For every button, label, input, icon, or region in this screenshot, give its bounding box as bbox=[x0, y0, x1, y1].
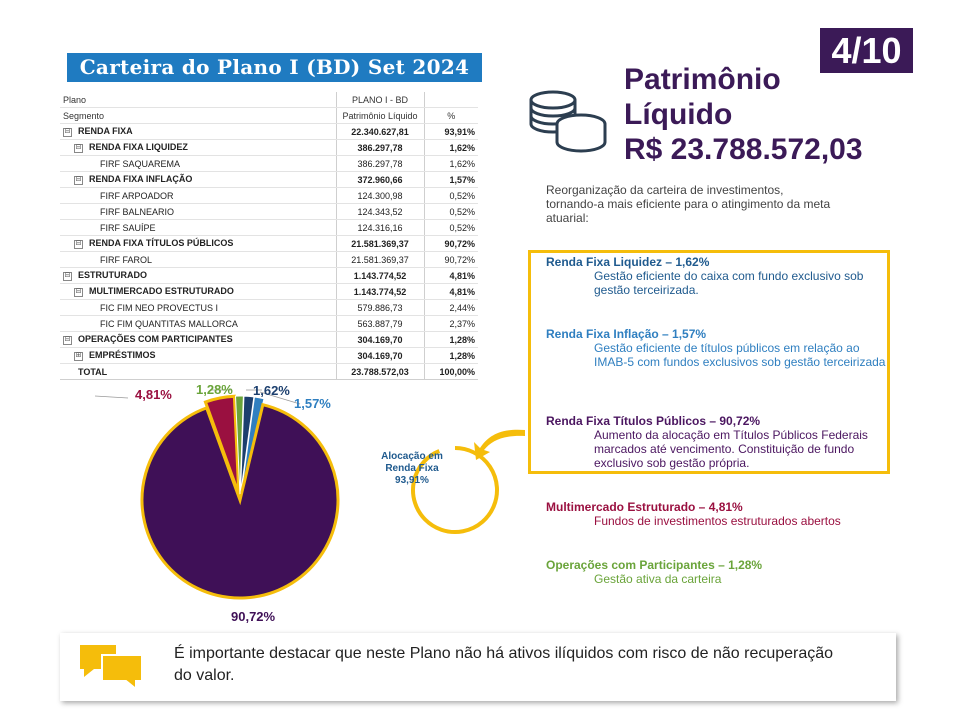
patrimonio-title-line1: Patrimônio bbox=[624, 63, 781, 96]
segment-cell bbox=[60, 236, 336, 252]
value-cell: 372.960,66 bbox=[336, 172, 424, 188]
segment-label: RENDA FIXA TÍTULOS PÚBLICOS bbox=[89, 238, 234, 249]
pct-cell: 0,52% bbox=[424, 204, 478, 220]
page-title: Carteira do Plano I (BD) Set 2024 bbox=[67, 53, 482, 82]
segment-label: RENDA FIXA LIQUIDEZ bbox=[89, 142, 188, 153]
intro-text: Reorganização da carteira de investimentos, tornando-a mais eficiente para o atingimento da meta atuarial: bbox=[546, 183, 831, 225]
segment-cell bbox=[60, 284, 336, 300]
page-number: 4/10 bbox=[820, 28, 913, 73]
portfolio-table bbox=[60, 92, 478, 380]
item-title: Operações com Participantes – 1,28% bbox=[546, 558, 763, 572]
segment-label: FIRF ARPOADOR bbox=[100, 190, 174, 201]
item-operacoes bbox=[546, 558, 896, 586]
pct-cell: 4,81% bbox=[424, 284, 478, 300]
collapse-icon[interactable]: ⊟ bbox=[75, 175, 82, 183]
collapse-icon[interactable]: ⊟ bbox=[64, 127, 71, 135]
pie-leader-line bbox=[95, 396, 128, 398]
item-title: Renda Fixa Inflação – 1,57% bbox=[546, 327, 707, 341]
table-row bbox=[60, 172, 478, 188]
item-liquidez bbox=[546, 255, 896, 297]
table-row bbox=[60, 284, 478, 300]
value-cell: 563.887,79 bbox=[336, 316, 424, 332]
segment-cell bbox=[60, 316, 336, 332]
segment-cell bbox=[60, 252, 336, 268]
patrimonio-value: R$ 23.788.572,03 bbox=[624, 133, 863, 166]
item-title: Renda Fixa Títulos Públicos – 90,72% bbox=[546, 414, 761, 428]
pct-cell: 2,37% bbox=[424, 316, 478, 332]
value-cell: 579.886,73 bbox=[336, 300, 424, 316]
header-pct: % bbox=[424, 108, 478, 124]
pct-cell: 90,72% bbox=[424, 236, 478, 252]
item-desc: Fundos de investimentos estruturados abertos bbox=[594, 514, 841, 528]
item-desc: Gestão ativa da carteira bbox=[594, 572, 722, 586]
item-title: Multimercado Estruturado – 4,81% bbox=[546, 500, 743, 514]
segment-label: RENDA FIXA bbox=[78, 126, 133, 137]
value-cell: 304.169,70 bbox=[336, 348, 424, 364]
table-header-row bbox=[60, 108, 478, 124]
segment-label: FIRF BALNEARIO bbox=[100, 206, 175, 217]
segment-cell bbox=[60, 156, 336, 172]
header-patrimonio: Patrimônio Líquido bbox=[336, 108, 424, 124]
allocation-label: Alocação em Renda Fixa 93,91% bbox=[381, 451, 443, 486]
table-row bbox=[60, 236, 478, 252]
chat-bubbles-icon bbox=[78, 643, 146, 693]
patrimonio-heading bbox=[624, 62, 914, 167]
segment-cell bbox=[60, 204, 336, 220]
value-cell: 124.343,52 bbox=[336, 204, 424, 220]
segment-cell bbox=[60, 220, 336, 236]
collapse-icon[interactable]: ⊟ bbox=[64, 271, 71, 279]
item-multimercado bbox=[546, 500, 896, 528]
collapse-icon[interactable]: ⊟ bbox=[75, 143, 82, 151]
segment-label: MULTIMERCADO ESTRUTURADO bbox=[89, 286, 234, 297]
segment-cell bbox=[60, 300, 336, 316]
segment-cell bbox=[60, 124, 336, 140]
pct-cell: 1,28% bbox=[424, 348, 478, 364]
pct-cell: 0,52% bbox=[424, 188, 478, 204]
pie-label-liquidez: 1,62% bbox=[253, 383, 290, 398]
table-row bbox=[60, 332, 478, 348]
table-row bbox=[60, 252, 478, 268]
table-row bbox=[60, 348, 478, 364]
pie-label-titulos: 90,72% bbox=[231, 609, 276, 624]
value-cell: 21.581.369,37 bbox=[336, 236, 424, 252]
segment-label: OPERAÇÕES COM PARTICIPANTES bbox=[78, 334, 233, 345]
pct-cell: 4,81% bbox=[424, 268, 478, 284]
segment-cell bbox=[60, 268, 336, 284]
segment-label: FIRF SAUÍPE bbox=[100, 222, 156, 233]
segment-cell bbox=[60, 140, 336, 156]
note-box bbox=[60, 633, 896, 701]
value-cell: 21.581.369,37 bbox=[336, 252, 424, 268]
pct-cell: 1,28% bbox=[424, 332, 478, 348]
segment-label: TOTAL bbox=[78, 366, 108, 377]
header-plano-group: PLANO I - BD bbox=[336, 92, 424, 108]
value-cell: 1.143.774,52 bbox=[336, 268, 424, 284]
pct-cell: 1,62% bbox=[424, 140, 478, 156]
value-cell: 124.300,98 bbox=[336, 188, 424, 204]
item-desc: Gestão eficiente do caixa com fundo exclusivo sob gestão terceirizada. bbox=[594, 269, 864, 297]
curved-arrow-icon bbox=[474, 430, 525, 460]
pct-cell: 93,91% bbox=[424, 124, 478, 140]
header-plano: Plano bbox=[60, 92, 336, 108]
collapse-icon[interactable]: ⊟ bbox=[64, 335, 71, 343]
table-row bbox=[60, 268, 478, 284]
item-desc: Aumento da alocação em Títulos Públicos Federais marcados até vencimento. Constituição de fundo exclusivo sob gestão própria. bbox=[594, 428, 868, 470]
value-cell: 124.316,16 bbox=[336, 220, 424, 236]
segment-cell bbox=[60, 348, 336, 364]
header-blank bbox=[424, 92, 478, 108]
segment-label: FIC FIM QUANTITAS MALLORCA bbox=[100, 318, 238, 329]
value-cell: 23.788.572,03 bbox=[336, 364, 424, 380]
expand-icon[interactable]: ⊞ bbox=[75, 351, 82, 359]
item-inflacao bbox=[546, 327, 896, 369]
table-row bbox=[60, 124, 478, 140]
pie-label-inflacao: 1,57% bbox=[294, 396, 331, 411]
value-cell: 386.297,78 bbox=[336, 156, 424, 172]
table-row bbox=[60, 156, 478, 172]
segment-label: FIRF FAROL bbox=[100, 254, 153, 265]
pct-cell: 2,44% bbox=[424, 300, 478, 316]
coins-icon bbox=[525, 88, 615, 158]
value-cell: 304.169,70 bbox=[336, 332, 424, 348]
segment-label: FIC FIM NEO PROVECTUS I bbox=[100, 302, 219, 313]
item-desc: Gestão eficiente de títulos públicos em relação ao IMAB-5 com fundos exclusivos sob gestão terceirizada bbox=[594, 341, 886, 369]
segment-label: ESTRUTURADO bbox=[78, 270, 147, 281]
value-cell: 22.340.627,81 bbox=[336, 124, 424, 140]
pct-cell: 100,00% bbox=[424, 364, 478, 380]
patrimonio-title-line2: Líquido bbox=[624, 98, 733, 131]
segment-cell bbox=[60, 188, 336, 204]
pct-cell: 1,57% bbox=[424, 172, 478, 188]
note-text: É importante destacar que neste Plano não há ativos ilíquidos com risco de não recuperação do valor. bbox=[174, 645, 834, 684]
segment-label: FIRF SAQUAREMA bbox=[100, 158, 181, 169]
value-cell: 386.297,78 bbox=[336, 140, 424, 156]
pct-cell: 0,52% bbox=[424, 220, 478, 236]
value-cell: 1.143.774,52 bbox=[336, 284, 424, 300]
table-row bbox=[60, 316, 478, 332]
segment-label: EMPRÉSTIMOS bbox=[89, 350, 156, 361]
segment-cell bbox=[60, 332, 336, 348]
table-row bbox=[60, 220, 478, 236]
pie-label-operacoes: 1,28% bbox=[196, 382, 233, 397]
item-title: Renda Fixa Liquidez – 1,62% bbox=[546, 255, 710, 269]
segment-label: RENDA FIXA INFLAÇÃO bbox=[89, 174, 193, 185]
pie-label-multimercado: 4,81% bbox=[135, 387, 172, 402]
collapse-icon[interactable]: ⊟ bbox=[75, 239, 82, 247]
table-header-row bbox=[60, 92, 478, 108]
item-titulos bbox=[546, 414, 896, 470]
header-segmento: Segmento bbox=[60, 108, 336, 124]
table-row bbox=[60, 300, 478, 316]
table-row bbox=[60, 140, 478, 156]
segment-cell bbox=[60, 172, 336, 188]
collapse-icon[interactable]: ⊟ bbox=[75, 287, 82, 295]
table-row bbox=[60, 204, 478, 220]
pct-cell: 90,72% bbox=[424, 252, 478, 268]
table-row bbox=[60, 188, 478, 204]
pct-cell: 1,62% bbox=[424, 156, 478, 172]
